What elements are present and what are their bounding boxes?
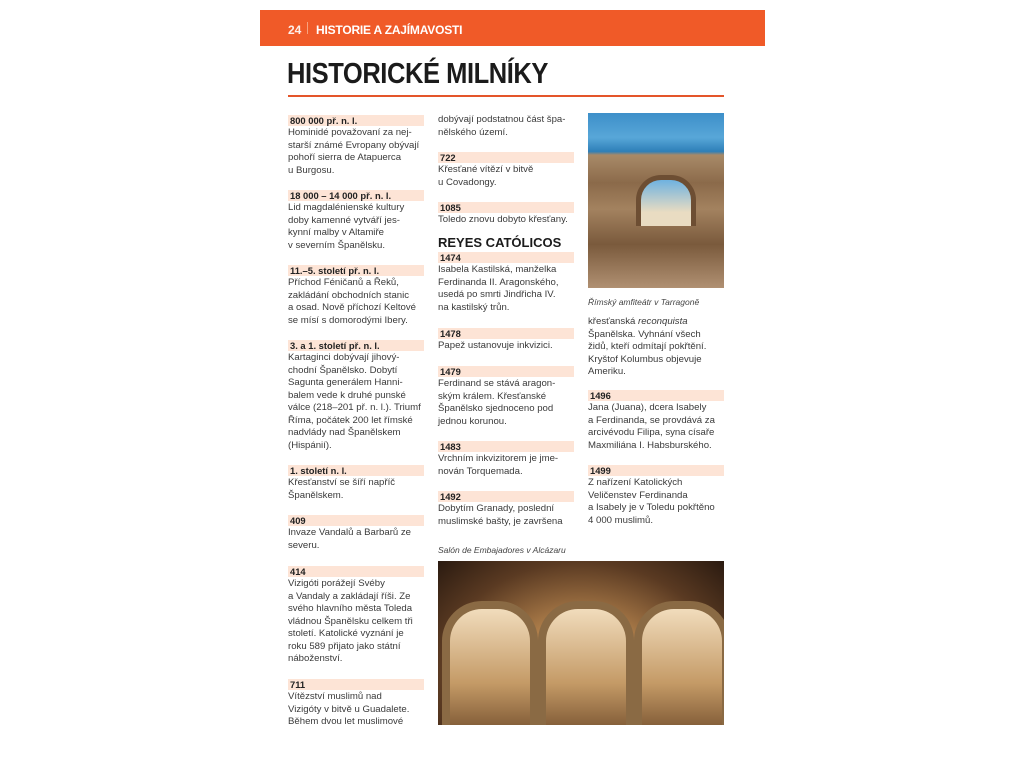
continuation-b: Španělska. Vyhnání všech židů, kteří odmítají pokřtění. Kryštof Kolumbus objevuje Ameriku. — [588, 328, 707, 377]
entry-date: 711 — [288, 679, 424, 690]
entry-date: 1478 — [438, 328, 574, 339]
entry-text: Toledo znovu dobyto křesťany. — [438, 214, 568, 225]
entry-text: Ferdinand se stává aragon- ským králem. Křesťanské Španělsko sjednoceno pod jednou korunou. — [438, 378, 556, 427]
entry-text: Z nařízení Katolických Veličenstev Ferdinanda a Isabely je v Toledu pokřtěno 4 000 muslimů. — [588, 477, 715, 526]
timeline-entry — [438, 328, 574, 353]
timeline-entry — [588, 465, 724, 527]
continuation-italic: reconquista — [638, 316, 688, 327]
entry-text: Kartaginci dobývají jihový- chodní Španělsko. Dobytí Sagunta generálem Hanni- balem vede k druhé punské válce (218–201 př. n. l.). Triumf Říma, počátek 200 let římské nadvlády nad Španělskem (Hispánií). — [288, 352, 421, 451]
photo-caption: Římský amfiteátr v Tarragoně — [588, 297, 700, 307]
entry-date: 1499 — [588, 465, 724, 476]
entry-text: Příchod Féničanů a Řeků, zakládání obchodních stanic a osad. Nově příchozí Keltové se mísí s domorodými Ibery. — [288, 277, 416, 326]
section-header-bar — [260, 10, 765, 46]
timeline-entry — [588, 390, 724, 452]
entry-date: 1492 — [438, 491, 574, 502]
entry-text: Papež ustanovuje inkvizici. — [438, 340, 553, 351]
timeline-entry — [438, 202, 574, 227]
continuation-a: křesťanská — [588, 316, 638, 327]
entry-date: 1. století n. l. — [288, 465, 424, 476]
entry-text: Křesťanství se šíří napříč Španělskem. — [288, 477, 396, 501]
entry-text: Invaze Vandalů a Barbarů ze severu. — [288, 527, 412, 551]
entry-date: 1085 — [438, 202, 574, 213]
timeline-entry — [288, 679, 424, 729]
entry-date: 1479 — [438, 366, 574, 377]
subheading: REYES CATÓLICOS — [438, 235, 562, 250]
timeline-entry — [288, 340, 424, 452]
amphitheatre-photo — [588, 113, 724, 288]
timeline-entry — [438, 252, 574, 314]
page-number: 24 — [288, 23, 302, 37]
entry-date: 3. a 1. století př. n. l. — [288, 340, 424, 351]
entry-date: 800 000 př. n. l. — [288, 115, 424, 126]
page-title: HISTORICKÉ MILNÍKY — [287, 58, 549, 90]
timeline-entry — [288, 566, 424, 666]
timeline-entry — [288, 115, 424, 177]
timeline-entry — [438, 441, 574, 478]
timeline-entry — [288, 190, 424, 252]
continuation-text: dobývají podstatnou část špa- nělského území. — [438, 114, 566, 138]
entry-text: Isabela Kastilská, manželka Ferdinanda II. Aragonského, usedá po smrti Jindřicha IV. na kastilský trůn. — [438, 264, 559, 313]
header-divider — [307, 22, 308, 34]
timeline-entry — [288, 465, 424, 502]
entry-text: Křesťané vítězí v bitvě u Covadongy. — [438, 164, 534, 188]
photo-caption: Salón de Embajadores v Alcázaru — [438, 545, 566, 555]
entry-text: Lid magdalénienské kultury doby kamenné vytváří jes- kynní malby v Altamiře v severním Španělsku. — [288, 202, 405, 251]
entry-date: 1483 — [438, 441, 574, 452]
entry-date: 414 — [288, 566, 424, 577]
entry-text: Hominidé považovaní za nej- starší známé Evropany obývají pohoří sierra de Atapuerca u Burgosu. — [288, 127, 420, 176]
continuation-text — [588, 316, 724, 379]
title-rule — [288, 95, 724, 97]
entry-text: Vítězství muslimů nad Vizigóty v bitvě u Guadalete. Během dvou let muslimové — [288, 691, 410, 727]
timeline-entry — [288, 515, 424, 552]
timeline-entry — [288, 265, 424, 327]
alcazar-photo — [438, 561, 724, 725]
entry-date: 18 000 – 14 000 př. n. l. — [288, 190, 424, 201]
entry-date: 722 — [438, 152, 574, 163]
timeline-entry — [438, 491, 574, 528]
entry-text: Jana (Juana), dcera Isabely a Ferdinanda, se provdává za arcivévodu Filipa, syna císaře Maxmiliána I. Habsburského. — [588, 402, 715, 451]
entry-date: 11.–5. století př. n. l. — [288, 265, 424, 276]
entry-date: 1496 — [588, 390, 724, 401]
entry-text: Vrchním inkvizitorem je jme- nován Torquemada. — [438, 453, 559, 477]
entry-text: Dobytím Granady, poslední muslimské bašty, je završena — [438, 503, 563, 527]
timeline-entry — [438, 152, 574, 189]
section-title: HISTORIE A ZAJÍMAVOSTI — [316, 23, 463, 37]
timeline-entry — [438, 366, 574, 428]
entry-date: 409 — [288, 515, 424, 526]
entry-date: 1474 — [438, 252, 574, 263]
entry-text: Vizigóti porážejí Svéby a Vandaly a zakládají říši. Ze svého hlavního města Toleda vládnou Španělsku celkem tři století. Katolické vyznání je roku 589 přijato jako státní náboženství. — [288, 578, 413, 664]
